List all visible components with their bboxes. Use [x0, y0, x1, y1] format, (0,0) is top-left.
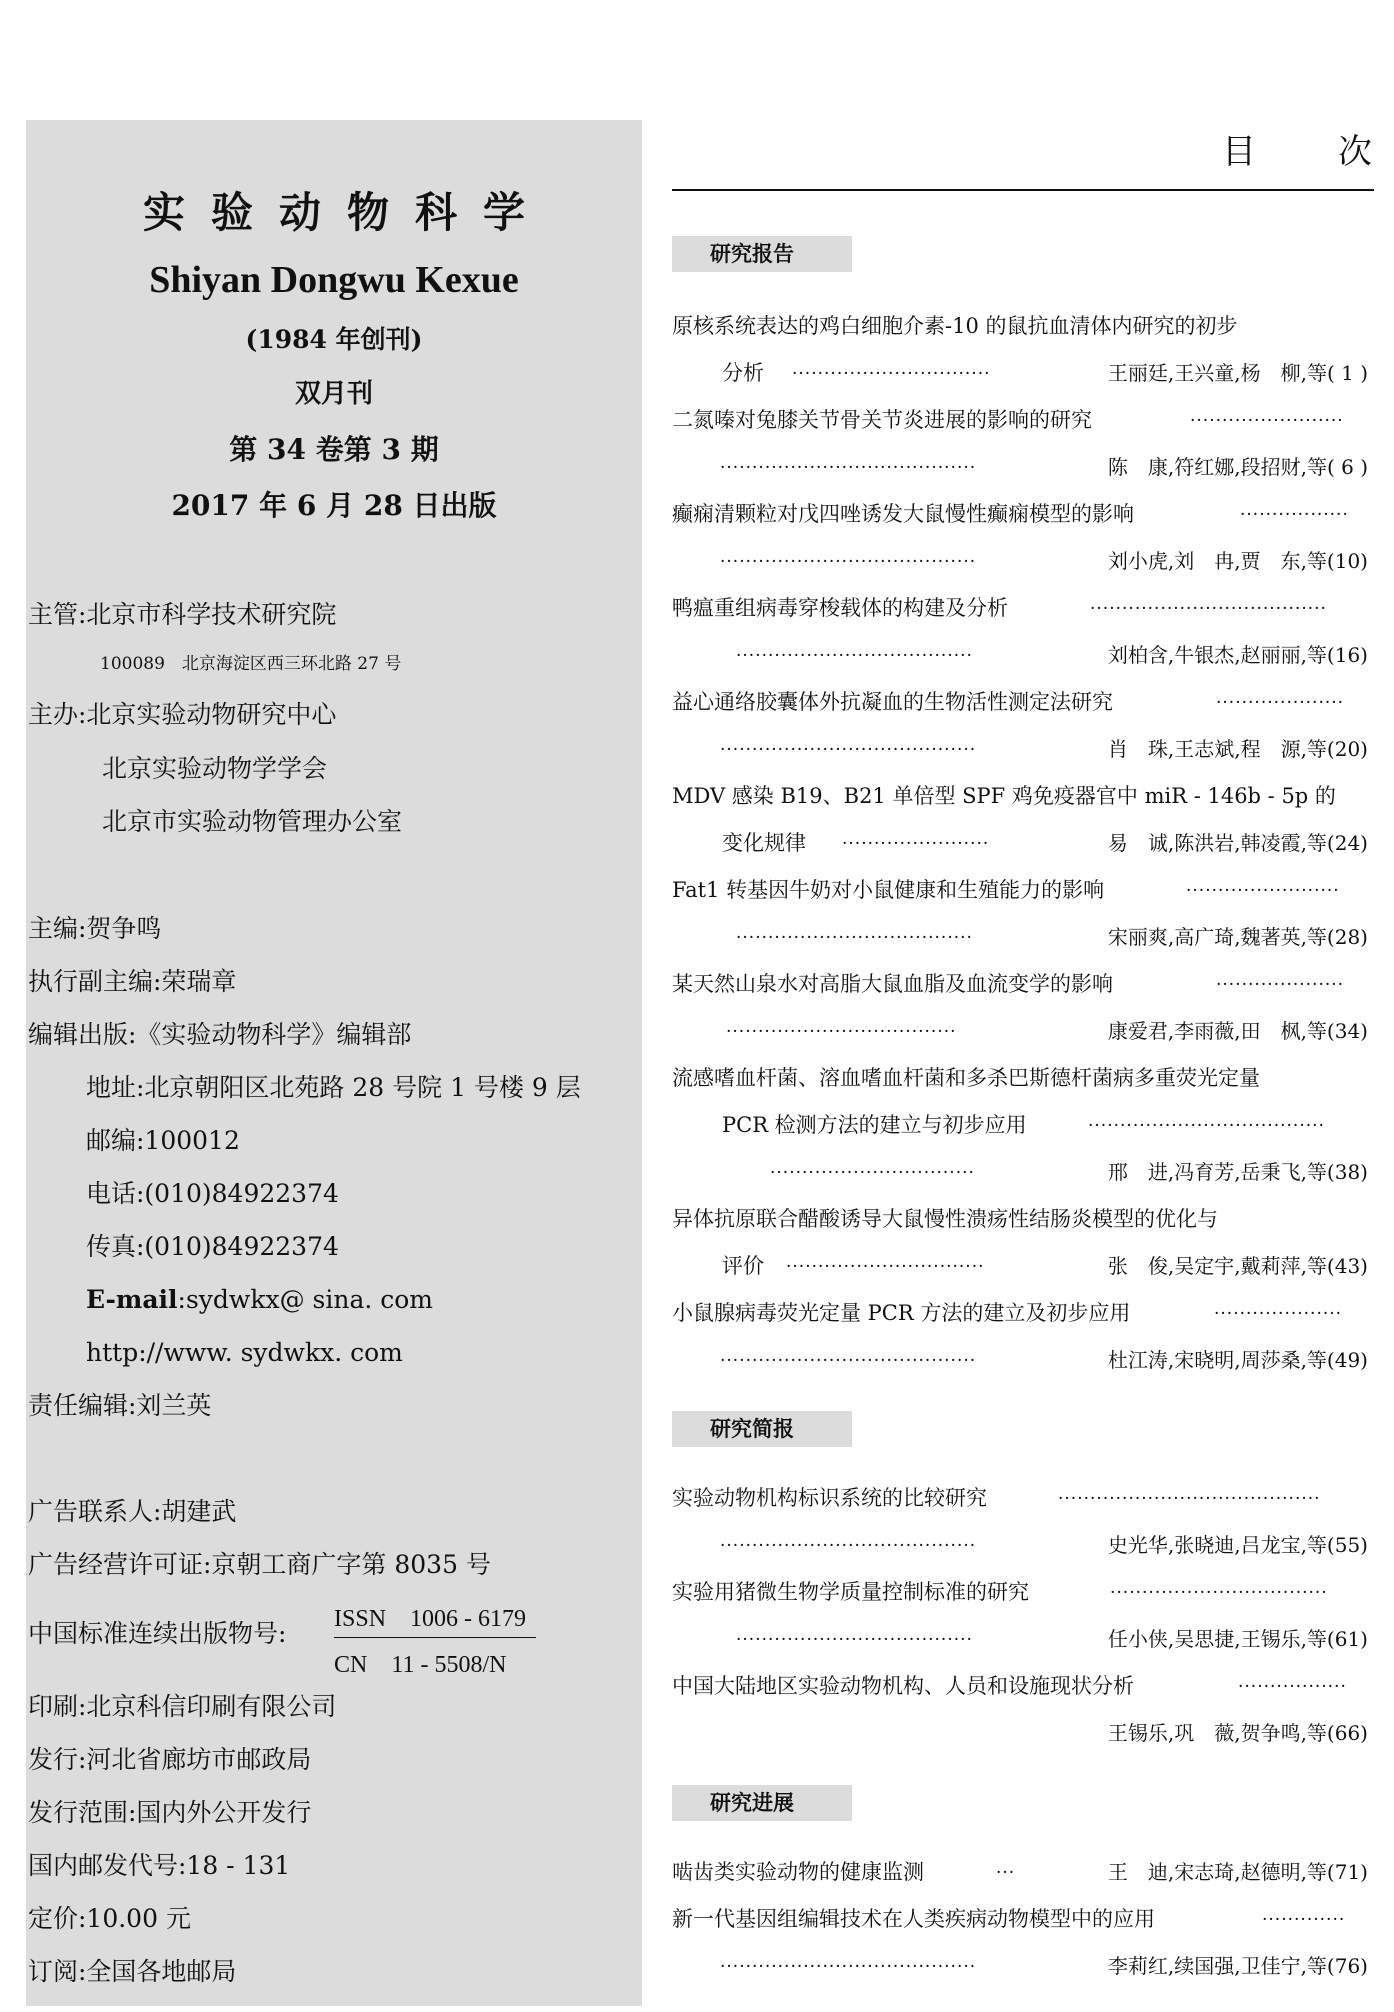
toc-entry-authors: 李莉红,续国强,卫佳宁,等(76) — [1107, 1954, 1368, 1978]
distribution-scope: 发行范围:国内外公开发行 — [28, 1798, 312, 1827]
leader-dots: ········································ — [720, 460, 977, 477]
toc-title-a: 目 — [1222, 132, 1256, 172]
section-research-progress: 研究进展 — [672, 1785, 852, 1821]
toc-entry-title[interactable]: 鸭瘟重组病毒穿梭载体的构建及分析 — [672, 596, 1008, 620]
founded-year: (1984 年创刊) — [245, 325, 423, 354]
leader-dots: ····································· — [736, 1632, 973, 1649]
toc-entry-title-cont[interactable]: 分析 — [722, 361, 764, 385]
supervisor: 主管:北京市科学技术研究院 — [28, 600, 337, 629]
toc-entry-title[interactable]: 原核系统表达的鸡白细胞介素-10 的鼠抗血清体内研究的初步 — [672, 314, 1238, 338]
sponsor-2: 北京实验动物学学会 — [102, 754, 328, 783]
toc-entry-title-cont[interactable]: 评价 — [722, 1254, 764, 1278]
ad-contact: 广告联系人:胡建武 — [28, 1497, 237, 1526]
volume-issue: 第 34 卷第 3 期 — [229, 433, 439, 466]
cn-number: CN 11 - 5508/N — [334, 1652, 507, 1678]
price: 定价:10.00 元 — [28, 1904, 191, 1933]
toc-entry-authors: 康爱君,李雨薇,田 枫,等(34) — [1107, 1019, 1368, 1043]
sponsor: 主办:北京实验动物研究中心 — [28, 700, 337, 729]
leader-dots: ······················· — [842, 836, 990, 853]
leader-dots: ········································ — [720, 1538, 977, 1555]
leader-dots: ································ — [770, 1165, 975, 1182]
toc-entry-title[interactable]: Fat1 转基因牛奶对小鼠健康和生殖能力的影响 — [672, 878, 1105, 902]
leader-dots: ········································ — [720, 742, 977, 759]
leader-dots: ·································· — [1110, 1585, 1328, 1602]
toc-entry-authors: 陈 康,符红娜,段招财,等( 6 ) — [1107, 455, 1368, 479]
toc-entry-authors: 任小侠,吴思捷,王锡乐,等(61) — [1107, 1627, 1368, 1651]
fax: 传真:(010)84922374 — [86, 1232, 339, 1261]
toc-entry-authors: 宋丽爽,高广琦,魏著英,等(28) — [1107, 925, 1368, 949]
leader-dots: ········································ — [720, 1353, 977, 1370]
toc-entry-title[interactable]: 二氮嗪对兔膝关节骨关节炎进展的影响的研究 — [672, 408, 1092, 432]
toc-entry-title-cont[interactable]: PCR 检测方法的建立与初步应用 — [722, 1113, 1027, 1137]
serial-number — [334, 1598, 536, 1679]
toc-entry-title[interactable]: 益心通络胶囊体外抗凝血的生物活性测定法研究 — [672, 690, 1113, 714]
postal-code: 国内邮发代号:18 - 131 — [28, 1851, 291, 1880]
leader-dots: ········································ — [720, 554, 977, 571]
leader-dots: ····································· — [1090, 601, 1327, 618]
leader-dots: ························ — [1186, 883, 1340, 900]
toc-entry-authors: 张 俊,吴定宇,戴莉萍,等(43) — [1107, 1254, 1368, 1278]
distributor: 发行:河北省廊坊市邮政局 — [28, 1745, 312, 1774]
toc-entry-title[interactable]: 癫痫清颗粒对戊四唑诱发大鼠慢性癫痫模型的影响 — [672, 502, 1134, 526]
leader-dots: ···················· — [1216, 977, 1345, 994]
toc-entry-title[interactable]: 啮齿类实验动物的健康监测 — [672, 1860, 924, 1884]
toc-entry-authors: 刘小虎,刘 冉,贾 东,等(10) — [1107, 549, 1368, 573]
journal-title-en: Shiyan Dongwu Kexue — [149, 259, 519, 301]
toc-entry-authors: 王锡乐,巩 薇,贺争鸣,等(66) — [1107, 1721, 1368, 1745]
issn: ISSN 1006 - 6179 — [334, 1598, 536, 1638]
leader-dots: ······························· — [792, 366, 991, 383]
leader-dots: ················· — [1238, 1679, 1347, 1696]
frequency: 双月刊 — [294, 379, 373, 409]
leader-dots: ····································· — [736, 930, 973, 947]
toc-entry-authors: 邢 进,冯育芳,岳秉飞,等(38) — [1107, 1160, 1368, 1184]
toc-entry-authors: 刘柏含,牛银杰,赵丽丽,等(16) — [1107, 643, 1368, 667]
toc-entry-title[interactable]: MDV 感染 B19、B21 单倍型 SPF 鸡免疫器官中 miR - 146b - 5p 的 — [672, 784, 1336, 808]
leader-dots: ················· — [1240, 507, 1349, 524]
toc-entry-authors: 肖 珠,王志斌,程 源,等(20) — [1107, 737, 1368, 761]
toc-entry-title[interactable]: 新一代基因组编辑技术在人类疾病动物模型中的应用 — [672, 1907, 1155, 1931]
leader-dots: ························ — [1190, 413, 1344, 430]
section-research-reports: 研究报告 — [672, 236, 852, 272]
ad-license: 广告经营许可证:京朝工商广字第 8035 号 — [28, 1550, 491, 1579]
toc-entry-authors: 史光华,张晓迪,吕龙宝,等(55) — [1107, 1533, 1368, 1557]
leader-dots: ········································ — [720, 1959, 977, 1976]
toc-entry-title[interactable]: 实验用猪微生物学质量控制标准的研究 — [672, 1580, 1029, 1604]
journal-title-cn: 实验动物科学 — [142, 188, 551, 237]
email-label: E-mail — [86, 1285, 178, 1314]
leader-dots: ··· — [996, 1865, 1016, 1882]
toc-entry-title[interactable]: 中国大陆地区实验动物机构、人员和设施现状分析 — [672, 1674, 1134, 1698]
toc-entry-title-cont[interactable]: 变化规律 — [722, 831, 806, 855]
toc-divider — [672, 189, 1374, 191]
chief-editor: 主编:贺争鸣 — [28, 914, 162, 943]
leader-dots: ···································· — [726, 1024, 957, 1041]
toc-entry-title[interactable]: 小鼠腺病毒荧光定量 PCR 方法的建立及初步应用 — [672, 1301, 1131, 1325]
leader-dots: ············· — [1262, 1912, 1346, 1929]
toc-entry-authors: 易 诚,陈洪岩,韩凌霞,等(24) — [1107, 831, 1368, 855]
postcode: 邮编:100012 — [86, 1126, 240, 1155]
subscription: 订阅:全国各地邮局 — [28, 1957, 237, 1986]
website-link[interactable]: http://www. sydwkx. com — [86, 1338, 403, 1367]
toc-title-b: 次 — [1338, 132, 1372, 172]
printer: 印刷:北京科信印刷有限公司 — [28, 1692, 337, 1721]
email — [86, 1287, 433, 1312]
sponsor-3: 北京市实验动物管理办公室 — [102, 807, 403, 836]
leader-dots: ····································· — [736, 648, 973, 665]
leader-dots: ······························· — [786, 1259, 985, 1276]
publish-date: 2017 年 6 月 28 日出版 — [171, 489, 497, 522]
toc-entry-title[interactable]: 流感嗜血杆菌、溶血嗜血杆菌和多杀巴斯德杆菌病多重荧光定量 — [672, 1066, 1260, 1090]
leader-dots: ···················· — [1214, 1306, 1343, 1323]
leader-dots: ········································· — [1058, 1491, 1321, 1508]
toc-title — [1222, 124, 1372, 173]
address: 地址:北京朝阳区北苑路 28 号院 1 号楼 9 层 — [86, 1073, 581, 1102]
phone: 电话:(010)84922374 — [86, 1179, 339, 1208]
executive-editor: 执行副主编:荣瑞章 — [28, 967, 237, 996]
toc-entry-authors: 王丽廷,王兴童,杨 柳,等( 1 ) — [1107, 361, 1368, 385]
responsible-editor: 责任编辑:刘兰英 — [28, 1391, 212, 1420]
toc-entry-title[interactable]: 异体抗原联合醋酸诱导大鼠慢性溃疡性结肠炎模型的优化与 — [672, 1207, 1218, 1231]
section-brief-reports: 研究简报 — [672, 1411, 852, 1447]
serial-number-label: 中国标准连续出版物号: — [28, 1619, 287, 1648]
toc-entry-title[interactable]: 实验动物机构标识系统的比较研究 — [672, 1486, 987, 1510]
supervisor-address: 100089 北京海淀区西三环北路 27 号 — [100, 654, 402, 674]
toc-entry-title[interactable]: 某天然山泉水对高脂大鼠血脂及血流变学的影响 — [672, 972, 1113, 996]
leader-dots: ···················· — [1216, 695, 1345, 712]
publisher: 编辑出版:《实验动物科学》编辑部 — [28, 1020, 412, 1049]
email-value[interactable]: :sydwkx@ sina. com — [177, 1285, 434, 1314]
toc-entry-authors: 王 迪,宋志琦,赵德明,等(71) — [1107, 1860, 1368, 1884]
toc-entry-authors: 杜江涛,宋晓明,周莎桑,等(49) — [1107, 1348, 1368, 1372]
leader-dots: ····································· — [1088, 1118, 1325, 1135]
